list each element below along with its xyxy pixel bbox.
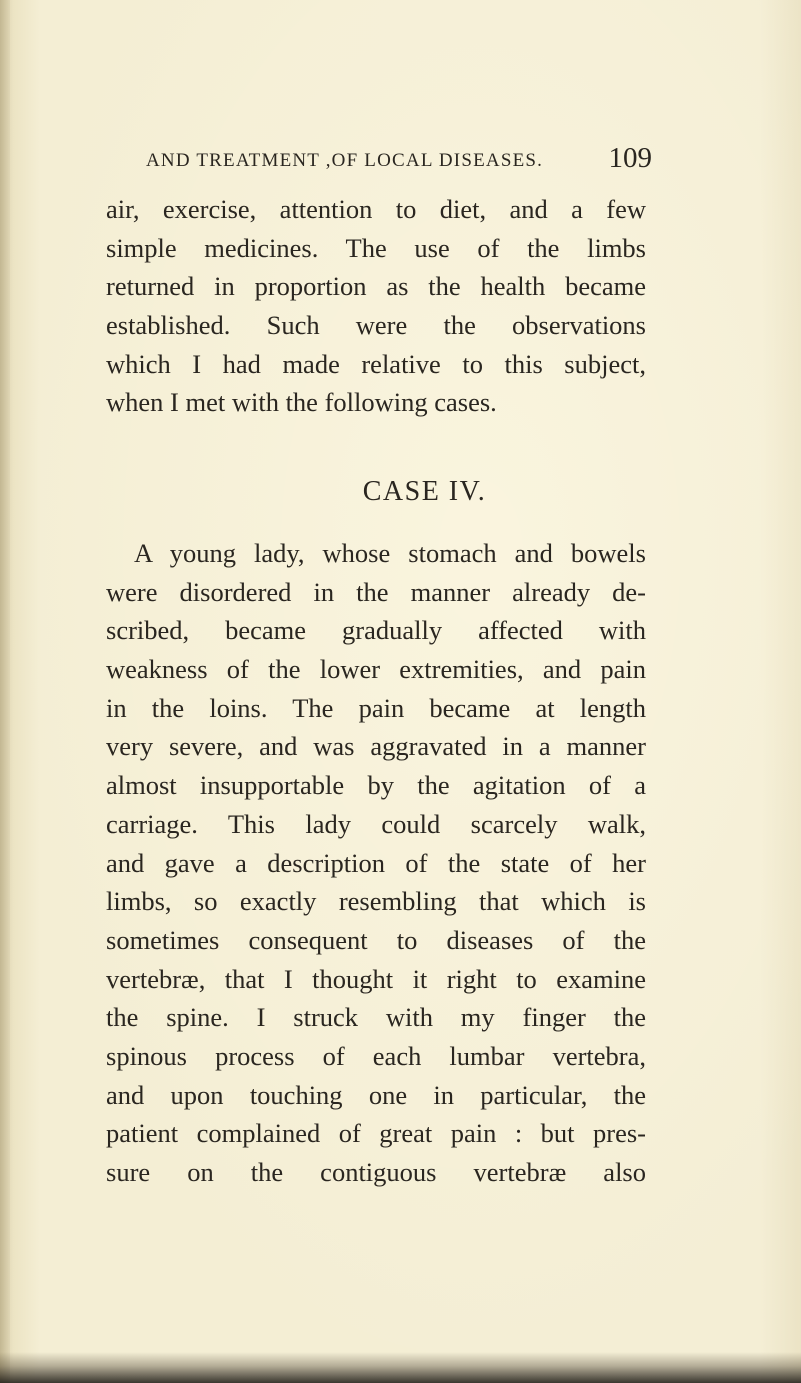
text-line: sometimes consequent to diseases of the — [106, 924, 646, 955]
running-head — [146, 142, 656, 182]
text-line: when I met with the following cases. — [106, 387, 497, 418]
text-line: almost insupportable by the agitation of a — [106, 770, 646, 801]
text-line: simple medicines. The use of the limbs — [106, 232, 646, 263]
text-line: vertebræ, that I thought it right to examine — [106, 963, 646, 994]
text-line: sure on the contiguous vertebræ also — [106, 1157, 646, 1187]
paragraph-2 — [106, 534, 646, 1192]
text-line: returned in proportion as the health became — [106, 271, 646, 302]
case-heading — [0, 476, 801, 508]
page-number: 109 — [608, 142, 652, 174]
text-line: and upon touching one in particular, the — [106, 1079, 646, 1110]
text-line: which I had made relative to this subject, — [106, 348, 646, 379]
text-line: air, exercise, attention to diet, and a few — [106, 194, 646, 224]
case-heading-text: CASE IV. — [362, 476, 487, 507]
page-bottom-shadow — [0, 1352, 801, 1383]
text-line: carriage. This lady could scarcely walk, — [106, 808, 646, 839]
text-line: weakness of the lower extremities, and pain — [106, 654, 646, 685]
text-line: scribed, became gradually affected with — [106, 615, 646, 646]
text-line: A young lady, whose stomach and bowels — [134, 538, 646, 568]
text-line: the spine. I struck with my finger the — [106, 1002, 646, 1033]
text-line: limbs, so exactly resembling that which is — [106, 886, 646, 917]
text-line: in the loins. The pain became at length — [106, 692, 646, 723]
text-line: established. Such were the observations — [106, 310, 646, 341]
text-line: were disordered in the manner already de- — [106, 576, 646, 607]
running-head-title: AND TREATMENT ,OF LOCAL DISEASES. — [146, 150, 544, 171]
page-binding-edge — [0, 0, 10, 1383]
text-line: patient complained of great pain : but pres- — [106, 1118, 646, 1149]
text-line: spinous process of each lumbar vertebra, — [106, 1040, 646, 1071]
paragraph-1 — [106, 190, 646, 422]
text-line: very severe, and was aggravated in a manner — [106, 731, 646, 762]
text-line: and gave a description of the state of her — [106, 847, 646, 878]
